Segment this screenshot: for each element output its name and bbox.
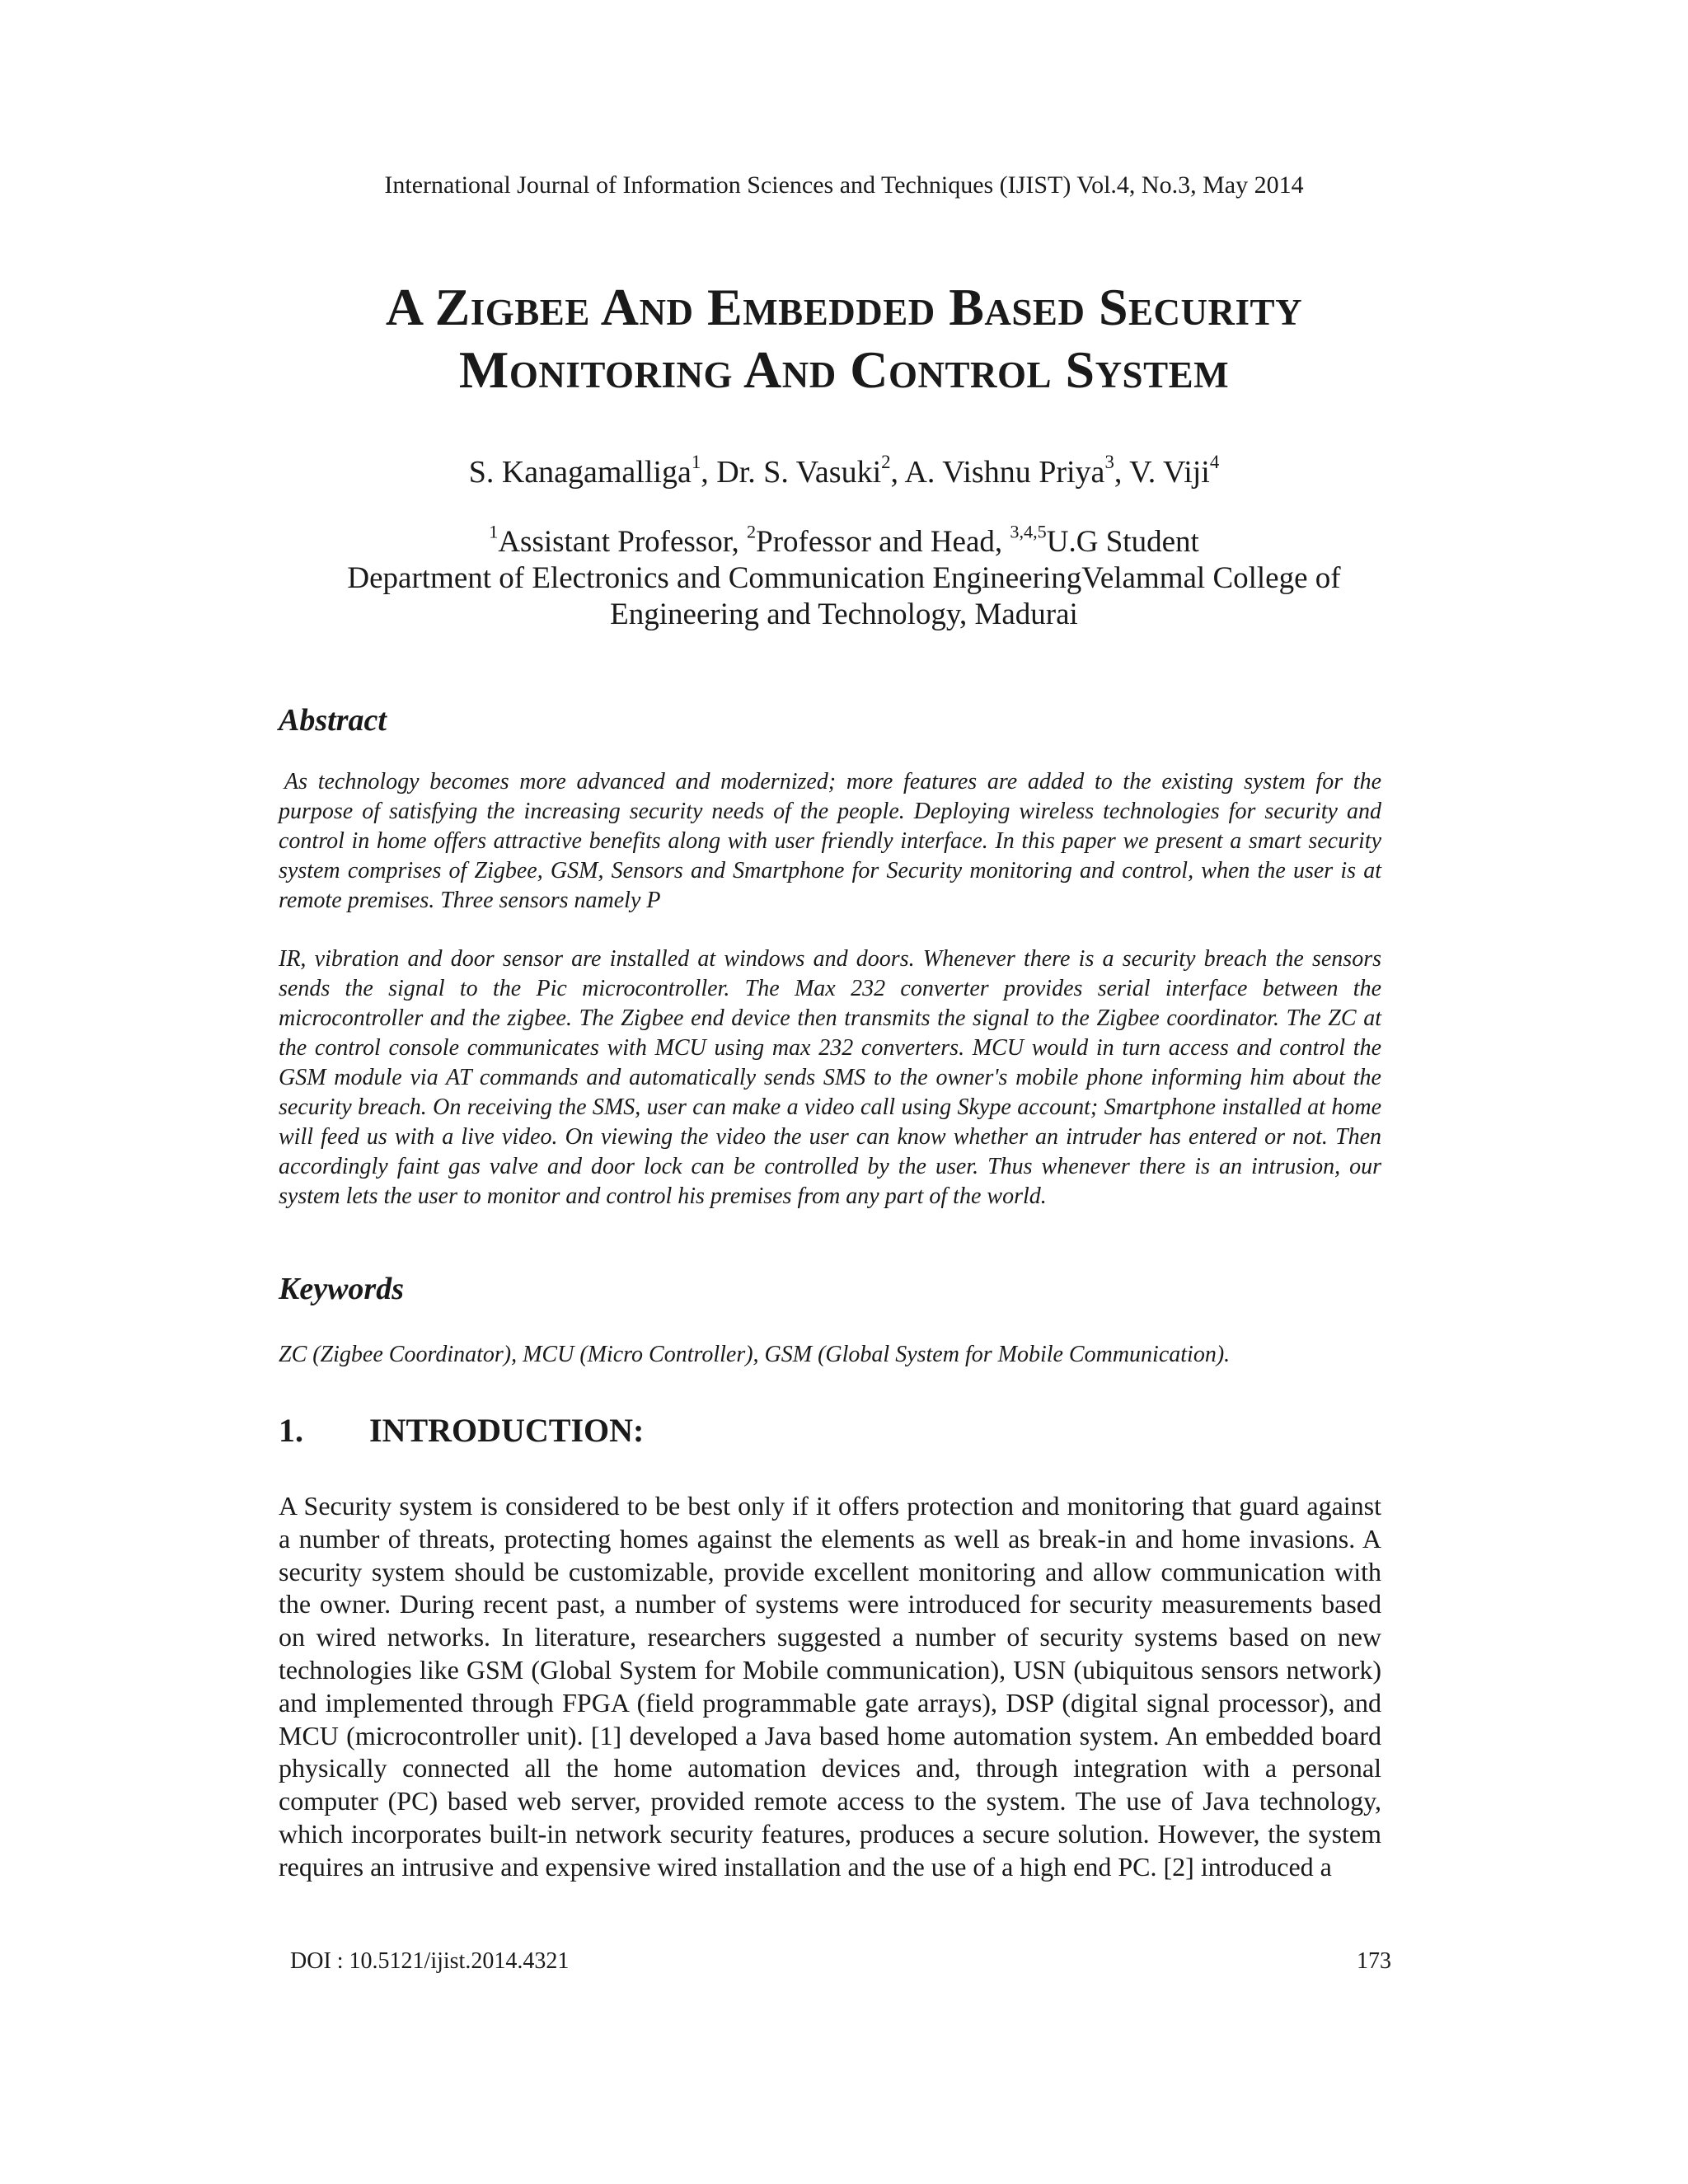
- keywords-text: ZC (Zigbee Coordinator), MCU (Micro Controller), GSM (Global System for Mobile Communication).: [279, 1342, 1231, 1367]
- author-affil-mark: 3: [1104, 451, 1114, 472]
- author-affil-mark: 2: [881, 451, 891, 472]
- abstract-paragraph-2: IR, vibration and door sensor are installed at windows and doors. Whenever there is a security breach the sensors sends the signal to the Pic microcontroller. The Max 232 converter provides serial interface between the microcontroller and the zigbee. The Zigbee end device then transmits the signal to the Zigbee coordinator. The ZC at the control console communicates with MCU using max 232 converters. MCU would in turn access and control the GSM module via AT commands and automatically sends SMS to the owner's mobile phone informing him about the security breach. On receiving the SMS, user can make a video call using Skype account; Smartphone installed at home will feed us with a live video. On viewing the video the user can know whether an intruder has entered or not. Then accordingly faint gas valve and door lock can be controlled by the user. Thus whenever there is an intrusion, our system lets the user to monitor and control his premises from any part of the world.: [279, 946, 1381, 1209]
- paper-title: [206, 276, 1482, 401]
- author-name: V. Viji: [1129, 455, 1210, 490]
- section-number: 1.: [279, 1412, 303, 1449]
- introduction-paragraph: A Security system is considered to be best only if it offers protection and monitoring that guard against a number of threats, protecting homes against the elements as well as break-in and home invasions. A security system should be customizable, provide excellent monitoring and allow communication with the owner. During recent past, a number of systems were introduced for security measurements based on wired networks. In literature, researchers suggested a number of security systems based on new technologies like GSM (Global System for Mobile communication), USN (ubiquitous sensors network) and implemented through FPGA (field programmable gate arrays), DSP (digital signal processor), and MCU (microcontroller unit). [1] developed a Java based home automation system. An embedded board physically connected all the home automation devices and, through integration with a personal computer (PC) based web server, provided remote access to the system. The use of Java technology, which incorporates built-in network security features, produces a secure solution. However, the system requires an intrusive and expensive wired installation and the use of a high end PC. [2] introduced a: [279, 1491, 1381, 1882]
- abstract-paragraph-1: As technology becomes more advanced and modernized; more features are added to the existing system for the purpose of satisfying the increasing security needs of the people. Deploying wireless technologies for security and control in home offers attractive benefits along with user friendly interface. In this paper we present a smart security system comprises of Zigbee, GSM, Sensors and Smartphone for Security monitoring and control, when the user is at remote premises. Three sensors namely P: [279, 769, 1381, 913]
- affil-role: Professor and Head,: [756, 525, 1010, 559]
- footer-doi: DOI : 10.5121/ijist.2014.4321: [290, 1948, 570, 1974]
- introduction-heading: [279, 1411, 644, 1450]
- title-line-2: Monitoring And Control System: [458, 340, 1230, 399]
- keywords-heading: Keywords: [279, 1272, 404, 1306]
- affil-mark: 2: [747, 521, 757, 542]
- affil-mark: 1: [489, 521, 499, 542]
- author-affil-mark: 4: [1209, 451, 1220, 472]
- affiliation-roles: [313, 521, 1375, 560]
- abstract-heading: Abstract: [279, 703, 387, 738]
- author-name: S. Kanagamalliga: [468, 455, 692, 490]
- affil-mark: 3,4,5: [1010, 521, 1047, 542]
- page-number: 173: [1357, 1948, 1391, 1974]
- title-line-1: A Zigbee And Embedded Based Security: [385, 278, 1303, 336]
- affiliation-block: [313, 521, 1375, 633]
- author-list: S. Kanagamalliga$^1$, Dr. S. Vasuki$^2$, A. Vishnu Priya$^3$, V. Viji$^4$: [468, 451, 1220, 490]
- journal-header: International Journal of Information Sciences and Techniques (IJIST) Vol.4, No.3, May 2014: [384, 171, 1304, 199]
- affil-role: Assistant Professor,: [498, 525, 748, 559]
- author-name: Dr. S. Vasuki: [716, 455, 882, 490]
- section-title: INTRODUCTION:: [369, 1412, 645, 1449]
- author-affil-mark: 1: [691, 451, 701, 472]
- author-name: A. Vishnu Priya: [904, 455, 1105, 490]
- affiliation-department: Department of Electronics and Communication EngineeringVelammal College of Engineering and Technology, Madurai: [347, 561, 1341, 631]
- affil-role: U.G Student: [1046, 525, 1199, 559]
